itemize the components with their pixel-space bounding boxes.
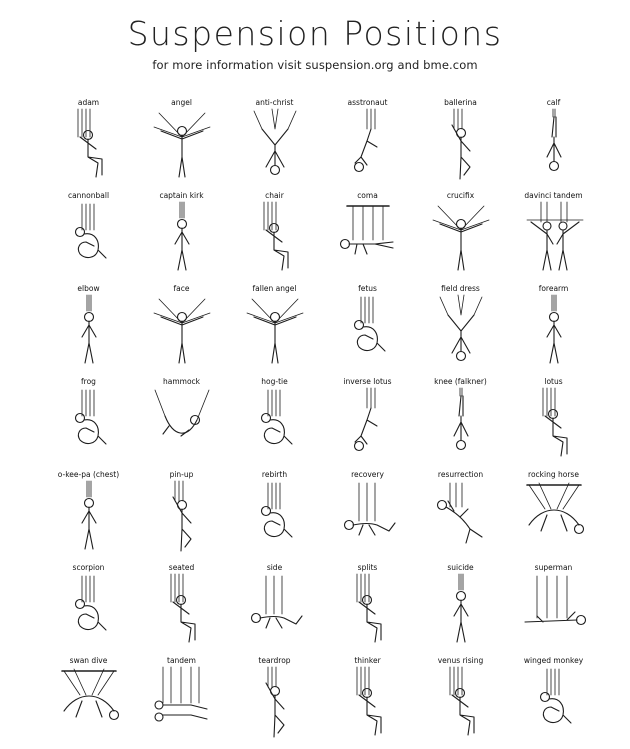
position-label: field dress	[441, 284, 480, 293]
suspended-figure-illustration	[430, 665, 492, 739]
position-label: winged monkey	[523, 656, 584, 665]
suspended-figure-illustration	[58, 572, 120, 646]
position-card	[135, 191, 228, 284]
suspended-figure-illustration	[151, 200, 213, 274]
suspended-figure-illustration	[151, 572, 213, 646]
position-card	[507, 656, 600, 749]
suspended-figure-illustration	[337, 107, 399, 181]
position-card	[228, 98, 321, 191]
position-card	[135, 377, 228, 470]
suspended-figure-illustration	[58, 665, 120, 739]
position-label: angel	[171, 98, 192, 107]
position-label: lotus	[544, 377, 563, 386]
position-card	[414, 470, 507, 563]
position-label: superman	[534, 563, 573, 572]
suspended-figure-illustration	[151, 386, 213, 460]
position-label: crucifix	[446, 191, 475, 200]
suspended-figure-illustration	[244, 107, 306, 181]
position-card	[507, 98, 600, 191]
position-label: seated	[168, 563, 195, 572]
position-label: tandem	[167, 656, 196, 665]
position-label: captain kirk	[159, 191, 204, 200]
position-label: recovery	[351, 470, 384, 479]
suspended-figure-illustration	[58, 293, 120, 367]
position-label: face	[173, 284, 190, 293]
position-label: inverse lotus	[343, 377, 392, 386]
position-label: rebirth	[261, 470, 288, 479]
position-card	[507, 563, 600, 656]
position-label: resurrection	[437, 470, 484, 479]
position-card	[321, 656, 414, 749]
poster-title: Suspension Positions	[127, 14, 503, 53]
position-label: chair	[265, 191, 284, 200]
position-label: swan dive	[69, 656, 108, 665]
positions-grid	[42, 98, 600, 749]
position-card	[228, 377, 321, 470]
suspended-figure-illustration	[523, 386, 585, 460]
position-card	[228, 284, 321, 377]
position-label: fallen angel	[252, 284, 297, 293]
position-card	[507, 284, 600, 377]
suspended-figure-illustration	[244, 293, 306, 367]
position-label: anti-christ	[255, 98, 294, 107]
position-card	[321, 563, 414, 656]
position-card	[135, 563, 228, 656]
suspended-figure-illustration	[523, 572, 585, 646]
suspended-figure-illustration	[430, 479, 492, 553]
position-card	[321, 191, 414, 284]
position-card	[414, 191, 507, 284]
position-card	[42, 191, 135, 284]
suspended-figure-illustration	[244, 572, 306, 646]
position-card	[414, 656, 507, 749]
position-label: o-kee-pa (chest)	[57, 470, 120, 479]
position-card	[228, 470, 321, 563]
position-label: forearm	[538, 284, 569, 293]
position-label: teardrop	[258, 656, 291, 665]
position-label: hog-tie	[261, 377, 288, 386]
position-card	[321, 284, 414, 377]
position-label: adam	[77, 98, 100, 107]
position-card	[507, 470, 600, 563]
position-card	[321, 98, 414, 191]
position-label: calf	[546, 98, 561, 107]
suspended-figure-illustration	[58, 386, 120, 460]
position-card	[507, 377, 600, 470]
suspended-figure-illustration	[58, 107, 120, 181]
position-card	[321, 377, 414, 470]
position-card	[42, 284, 135, 377]
position-card	[414, 284, 507, 377]
suspended-figure-illustration	[523, 293, 585, 367]
position-label: scorpion	[72, 563, 105, 572]
suspended-figure-illustration	[430, 107, 492, 181]
position-label: coma	[357, 191, 378, 200]
position-label: elbow	[77, 284, 100, 293]
position-card	[321, 470, 414, 563]
suspended-figure-illustration	[337, 665, 399, 739]
position-label: hammock	[162, 377, 201, 386]
position-card	[135, 470, 228, 563]
suspended-figure-illustration	[523, 479, 585, 553]
position-card	[42, 656, 135, 749]
position-label: rocking horse	[528, 470, 579, 479]
position-label: venus rising	[437, 656, 484, 665]
position-card	[42, 563, 135, 656]
suspended-figure-illustration	[337, 572, 399, 646]
suspended-figure-illustration	[151, 665, 213, 739]
suspended-figure-illustration	[58, 200, 120, 274]
position-label: davinci tandem	[524, 191, 583, 200]
suspended-figure-illustration	[430, 386, 492, 460]
position-card	[414, 98, 507, 191]
suspended-figure-illustration	[430, 200, 492, 274]
suspended-figure-illustration	[244, 200, 306, 274]
suspended-figure-illustration	[337, 386, 399, 460]
suspended-figure-illustration	[337, 293, 399, 367]
position-card	[228, 656, 321, 749]
suspended-figure-illustration	[58, 479, 120, 553]
position-card	[228, 191, 321, 284]
position-card	[42, 377, 135, 470]
position-label: cannonball	[67, 191, 110, 200]
position-label: thinker	[354, 656, 381, 665]
position-label: knee (falkner)	[434, 377, 487, 386]
position-card	[135, 656, 228, 749]
position-card	[42, 98, 135, 191]
position-label: suicide	[447, 563, 474, 572]
position-label: side	[266, 563, 283, 572]
suspended-figure-illustration	[151, 107, 213, 181]
suspended-figure-illustration	[430, 293, 492, 367]
position-card	[414, 377, 507, 470]
suspended-figure-illustration	[523, 200, 585, 274]
position-label: frog	[81, 377, 96, 386]
position-label: fetus	[358, 284, 377, 293]
position-label: pin-up	[169, 470, 194, 479]
position-label: ballerina	[444, 98, 477, 107]
suspended-figure-illustration	[151, 479, 213, 553]
suspended-figure-illustration	[523, 665, 585, 739]
poster-subtitle: for more information visit suspension.org and bme.com	[152, 58, 478, 72]
suspended-figure-illustration	[523, 107, 585, 181]
suspended-figure-illustration	[244, 479, 306, 553]
position-card	[228, 563, 321, 656]
suspended-figure-illustration	[244, 386, 306, 460]
suspended-figure-illustration	[337, 479, 399, 553]
suspended-figure-illustration	[151, 293, 213, 367]
position-card	[414, 563, 507, 656]
position-card	[135, 98, 228, 191]
position-card	[507, 191, 600, 284]
position-label: splits	[357, 563, 378, 572]
suspended-figure-illustration	[244, 665, 306, 739]
position-label: asstronaut	[347, 98, 388, 107]
position-card	[42, 470, 135, 563]
suspended-figure-illustration	[430, 572, 492, 646]
position-card	[135, 284, 228, 377]
suspended-figure-illustration	[337, 200, 399, 274]
